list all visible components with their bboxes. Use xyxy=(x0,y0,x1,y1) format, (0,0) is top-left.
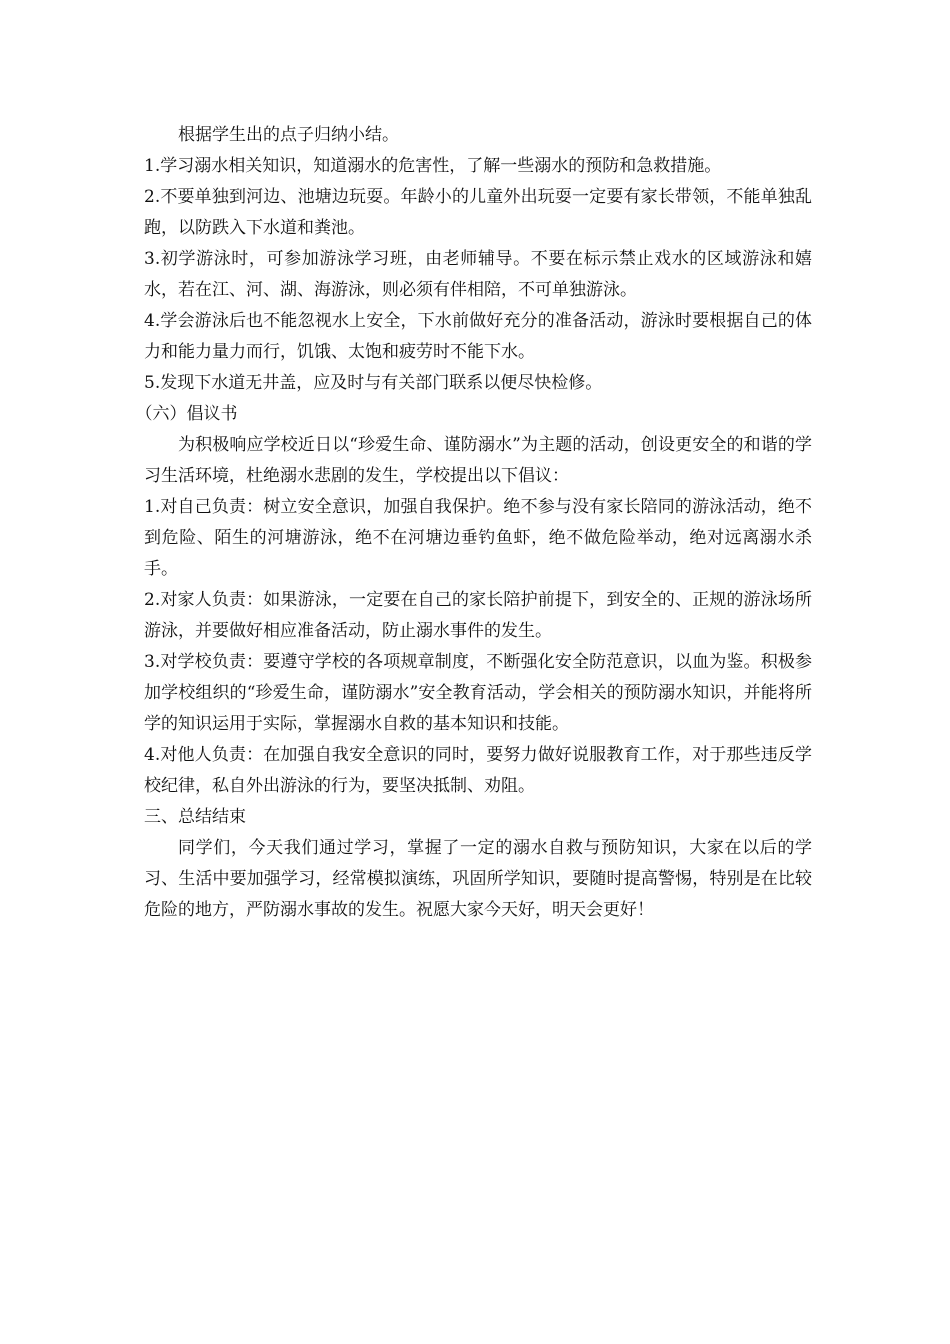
summary-item-3: 3.初学游泳时，可参加游泳学习班，由老师辅导。不要在标示禁止戏水的区域游泳和嬉水，若在江、河、湖、海游泳，则必须有伴相陪，不可单独游泳。 xyxy=(144,249,812,300)
proposal-item-3: 3.对学校负责：要遵守学校的各项规章制度，不断强化安全防范意识，以血为鉴。积极参加学校组织的“珍爱生命，谨防溺水”安全教育活动，学会相关的预防溺水知识，并能将所学的知识运用于实际，掌握溺水自救的基本知识和技能。 xyxy=(144,652,812,734)
proposal-intro: 为积极响应学校近日以“珍爱生命、谨防溺水”为主题的活动，创设更安全的和谐的学习生活环境，杜绝溺水悲剧的发生，学校提出以下倡议： xyxy=(144,435,812,486)
summary-item-5: 5.发现下水道无井盖，应及时与有关部门联系以便尽快检修。 xyxy=(144,373,603,393)
summary-item-4: 4.学会游泳后也不能忽视水上安全，下水前做好充分的准备活动，游泳时要根据自己的体力和能力量力而行，饥饿、太饱和疲劳时不能下水。 xyxy=(144,311,812,362)
proposal-item-1: 1.对自己负责：树立安全意识，加强自我保护。绝不参与没有家长陪同的游泳活动，绝不到危险、陌生的河塘游泳，绝不在河塘边垂钓鱼虾，绝不做危险举动，绝对远离溺水杀手。 xyxy=(144,497,812,579)
conclusion-heading: 三、总结结束 xyxy=(144,807,246,827)
conclusion-body: 同学们，今天我们通过学习，掌握了一定的溺水自救与预防知识，大家在以后的学习、生活中要加强学习，经常模拟演练，巩固所学知识，要随时提高警惕，特别是在比较危险的地方，严防溺水事故的发生。祝愿大家今天好，明天会更好！ xyxy=(144,838,812,920)
proposal-item-2: 2.对家人负责：如果游泳，一定要在自己的家长陪护前提下，到安全的、正规的游泳场所游泳，并要做好相应准备活动，防止溺水事件的发生。 xyxy=(144,590,812,641)
proposal-heading: （六）倡议书 xyxy=(135,404,238,424)
proposal-item-4: 4.对他人负责：在加强自我安全意识的同时，要努力做好说服教育工作，对于那些违反学校纪律，私自外出游泳的行为，要坚决抵制、劝阻。 xyxy=(144,745,812,796)
summary-intro: 根据学生出的点子归纳小结。 xyxy=(178,125,399,145)
document-body xyxy=(135,120,812,926)
summary-item-1: 1.学习溺水相关知识，知道溺水的危害性，了解一些溺水的预防和急救措施。 xyxy=(144,156,722,176)
summary-item-2: 2.不要单独到河边、池塘边玩耍。年龄小的儿童外出玩耍一定要有家长带领，不能单独乱跑，以防跌入下水道和粪池。 xyxy=(144,187,812,238)
